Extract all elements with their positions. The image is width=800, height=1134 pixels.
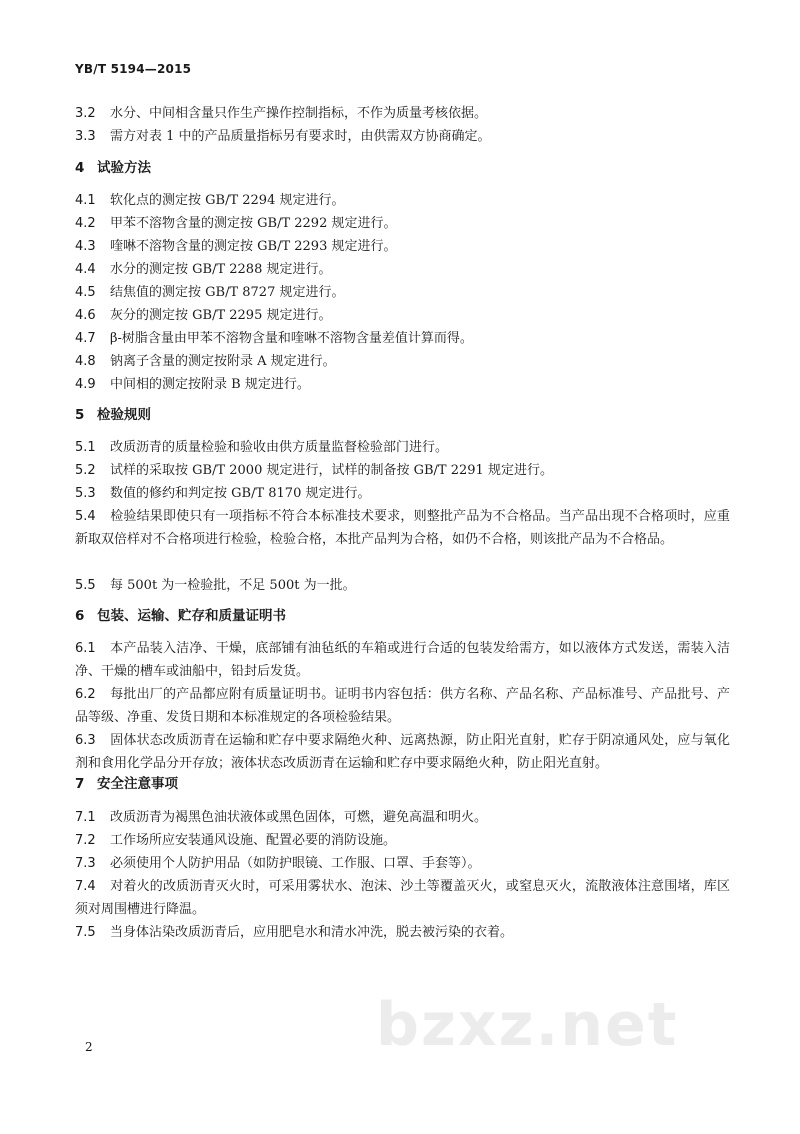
clause-5-4 [75, 505, 730, 551]
clause-number: 7.3 [75, 856, 96, 871]
section-number: 6 [75, 608, 85, 624]
clause-6-3 [75, 729, 730, 775]
clause-4-7 [75, 327, 725, 350]
clause-4-4 [75, 258, 725, 281]
clause-number: 6.1 [75, 641, 96, 656]
clause-number: 5.1 [75, 440, 96, 455]
clause-text: 软化点的测定按 GB/T 2294 规定进行。 [110, 193, 345, 208]
clause-number: 6.3 [75, 733, 96, 748]
clause-text: 结焦值的测定按 GB/T 8727 规定进行。 [110, 285, 345, 300]
clause-number: 6.2 [75, 687, 96, 702]
clause-6-2 [75, 683, 730, 729]
clause-number: 4.9 [75, 377, 96, 392]
clause-text: 工作场所应安装通风设施、配置必要的消防设施。 [110, 833, 397, 848]
clause-number: 5.2 [75, 463, 96, 478]
section-heading-4 [75, 157, 151, 180]
clause-5-1 [75, 436, 725, 459]
clause-number: 5.5 [75, 578, 96, 593]
clause-7-1 [75, 806, 725, 829]
section-title: 试验方法 [97, 160, 151, 176]
section-number: 4 [75, 160, 85, 176]
clause-text: 检验结果即使只有一项指标不符合本标准技术要求，则整批产品为不合格品。当产品出现不合格项时，应重新取双倍样对不合格项进行检验，检验合格，本批产品判为合格，如仍不合格，则该批产品为不合格品。 [75, 509, 730, 547]
clause-text: 对着火的改质沥青灭火时，可采用雾状水、泡沫、沙土等覆盖灭火，或窒息灭火，流散液体注意围堵，库区须对周围槽进行降温。 [75, 879, 730, 917]
clause-5-2 [75, 459, 725, 482]
clause-text: β-树脂含量由甲苯不溶物含量和喹啉不溶物含量差值计算而得。 [110, 331, 473, 346]
clause-number: 4.5 [75, 285, 96, 300]
clause-text: 钠离子含量的测定按附录 A 规定进行。 [110, 354, 336, 369]
clause-text: 当身体沾染改质沥青后，应用肥皂水和清水冲洗，脱去被污染的衣着。 [110, 925, 514, 940]
clause-4-1 [75, 189, 725, 212]
clause-number: 4.2 [75, 216, 96, 231]
clause-5-3 [75, 482, 725, 505]
clause-7-4 [75, 875, 730, 921]
clause-number: 4.4 [75, 262, 96, 277]
clause-7-3 [75, 852, 725, 875]
clause-text: 中间相的测定按附录 B 规定进行。 [110, 377, 310, 392]
clause-number: 3.3 [75, 129, 96, 144]
clause-4-5 [75, 281, 725, 304]
clause-4-3 [75, 235, 725, 258]
clause-number: 7.1 [75, 810, 96, 825]
clause-6-1 [75, 637, 730, 683]
clause-text: 水分、中间相含量只作生产操作控制指标，不作为质量考核依据。 [110, 106, 488, 121]
clause-number: 7.4 [75, 879, 96, 894]
clause-7-5 [75, 921, 725, 944]
clause-text: 改质沥青的质量检验和验收由供方质量监督检验部门进行。 [110, 440, 449, 455]
section-title: 安全注意事项 [97, 776, 178, 792]
clause-text: 水分的测定按 GB/T 2288 规定进行。 [110, 262, 332, 277]
clause-text: 甲苯不溶物含量的测定按 GB/T 2292 规定进行。 [110, 216, 397, 231]
clause-text: 必须使用个人防护用品（如防护眼镜、工作服、口罩、手套等）。 [110, 856, 481, 871]
standard-code: YB/T 5194—2015 [75, 62, 192, 76]
clause-text: 每 500t 为一检验批，不足 500t 为一批。 [110, 578, 356, 593]
site-watermark: bzxz.net [376, 990, 679, 1060]
clause-4-9 [75, 373, 725, 396]
clause-4-8 [75, 350, 725, 373]
section-heading-5 [75, 404, 151, 427]
clause-number: 4.3 [75, 239, 96, 254]
section-number: 5 [75, 407, 85, 423]
clause-7-2 [75, 829, 725, 852]
section-number: 7 [75, 776, 85, 792]
clause-text: 喹啉不溶物含量的测定按 GB/T 2293 规定进行。 [110, 239, 397, 254]
clause-text: 灰分的测定按 GB/T 2295 规定进行。 [110, 308, 332, 323]
clause-number: 7.5 [75, 925, 96, 940]
clause-5-5 [75, 574, 725, 597]
clause-number: 4.6 [75, 308, 96, 323]
clause-text: 固体状态改质沥青在运输和贮存中要求隔绝火种、远离热源，防止阳光直射，贮存于阴凉通风处，应与氧化剂和食用化学品分开存放；液体状态改质沥青在运输和贮存中要求隔绝火种，防止阳光直射。 [75, 733, 730, 771]
clause-text: 改质沥青为褐黑色油状液体或黑色固体，可燃，避免高温和明火。 [110, 810, 488, 825]
section-heading-7 [75, 773, 178, 796]
section-heading-6 [75, 605, 286, 628]
clause-number: 5.4 [75, 509, 96, 524]
clause-number: 7.2 [75, 833, 96, 848]
clause-number: 5.3 [75, 486, 96, 501]
clause-4-6 [75, 304, 725, 327]
clause-text: 本产品装入洁净、干燥，底部铺有油毡纸的车箱或进行合适的包装发给需方，如以液体方式发送，需装入洁净、干燥的槽车或油船中，铅封后发货。 [75, 641, 730, 679]
clause-number: 4.8 [75, 354, 96, 369]
clause-3-3 [75, 125, 725, 148]
clause-4-2 [75, 212, 725, 235]
page-number: 2 [85, 1040, 93, 1054]
clause-text: 数值的修约和判定按 GB/T 8170 规定进行。 [110, 486, 371, 501]
clause-text: 试样的采取按 GB/T 2000 规定进行，试样的制备按 GB/T 2291 规定进行。 [110, 463, 553, 478]
section-title: 检验规则 [97, 407, 151, 423]
clause-text: 每批出厂的产品都应附有质量证明书。证明书内容包括：供方名称、产品名称、产品标准号、产品批号、产品等级、净重、发货日期和本标准规定的各项检验结果。 [75, 687, 730, 725]
clause-3-2 [75, 102, 725, 125]
clause-number: 4.7 [75, 331, 96, 346]
clause-text: 需方对表 1 中的产品质量指标另有要求时，由供需双方协商确定。 [110, 129, 491, 144]
clause-number: 4.1 [75, 193, 96, 208]
clause-number: 3.2 [75, 106, 96, 121]
section-title: 包装、运输、贮存和质量证明书 [97, 608, 286, 624]
